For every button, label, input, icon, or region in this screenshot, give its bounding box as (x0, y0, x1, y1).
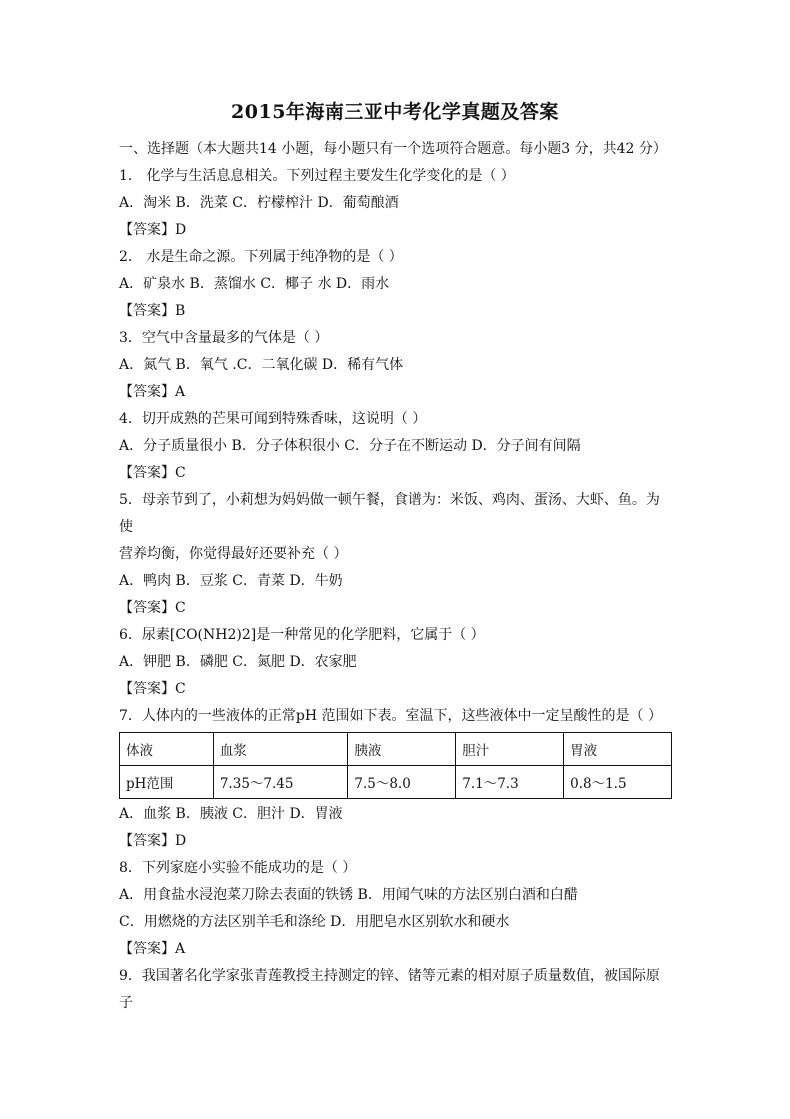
answer-line: 【答案】D (119, 222, 187, 238)
ph-range-table (119, 732, 672, 799)
question-stem-continued: 营养均衡，你觉得最好还要补充（ ） (119, 546, 348, 562)
question-stem-continued: 使 (119, 519, 133, 535)
table-cell: 体液 (120, 733, 214, 766)
table-cell: 胃液 (564, 733, 672, 766)
section-header: 一、选择题（本大题共14 小题，每小题只有一个选项符合题意。每小题3 分，共42 分） (119, 141, 667, 157)
question-options: A．淘米 B．洗菜 C．柠檬榨汁 D．葡萄酿酒 (119, 195, 399, 211)
question-options: A．钾肥 B．磷肥 C．氮肥 D．农家肥 (119, 654, 357, 670)
question-stem: 1． 化学与生活息息相关。下列过程主要发生化学变化的是（ ） (119, 168, 515, 184)
table-cell: 血浆 (213, 733, 348, 766)
answer-line: 【答案】A (119, 941, 186, 957)
question-stem: 7．人体内的一些液体的正常pH 范围如下表。室温下，这些液体中一定呈酸性的是（ ） (119, 708, 662, 724)
question-options: A．氮气 B．氧气 .C．二氧化碳 D．稀有气体 (119, 357, 404, 373)
document-body (119, 136, 679, 1017)
question-stem: 2． 水是生命之源。下列属于纯净物的是（ ） (119, 249, 403, 265)
question-options: A．血浆 B．胰液 C．胆汁 D．胃液 (119, 806, 343, 822)
question-options: A．用食盐水浸泡菜刀除去表面的铁锈 B．用闻气味的方法区别白酒和白醋 (119, 887, 578, 903)
question-stem: 6．尿素[CO(NH2)2]是一种常见的化学肥料，它属于（ ） (119, 627, 485, 643)
question-options: A．矿泉水 B．蒸馏水 C．椰子 水 D．雨水 (119, 276, 390, 292)
table-cell: pH范围 (120, 766, 214, 799)
question-options: A．分子质量很小 B．分子体积很小 C．分子在不断运动 D．分子间有间隔 (119, 438, 581, 454)
answer-line: 【答案】A (119, 384, 186, 400)
table-header-row (120, 733, 672, 766)
question-stem: 5．母亲节到了，小莉想为妈妈做一顿午餐，食谱为：米饭、鸡肉、蛋汤、大虾、鱼。为 (119, 492, 660, 508)
question-stem: 9．我国著名化学家张青莲教授主持测定的锌、锗等元素的相对原子质量数值，被国际原 (119, 968, 660, 984)
table-cell: 0.8～1.5 (564, 766, 672, 799)
answer-line: 【答案】C (119, 681, 186, 697)
answer-line: 【答案】C (119, 600, 186, 616)
answer-line: 【答案】C (119, 465, 186, 481)
page-title: 2015年海南三亚中考化学真题及答案 (231, 101, 559, 123)
question-stem: 4．切开成熟的芒果可闻到特殊香味，这说明（ ） (119, 411, 427, 427)
table-row (120, 766, 672, 799)
table-cell: 胆汁 (456, 733, 564, 766)
table-cell: 7.1～7.3 (456, 766, 564, 799)
table-cell: 7.35～7.45 (213, 766, 348, 799)
question-options: C．用燃烧的方法区别羊毛和涤纶 D．用肥皂水区别软水和硬水 (119, 914, 510, 930)
answer-line: 【答案】D (119, 833, 187, 849)
question-stem: 3．空气中含量最多的气体是（ ） (119, 330, 329, 346)
question-stem-continued: 子 (119, 995, 133, 1011)
question-options: A．鸭肉 B．豆浆 C．青菜 D．牛奶 (119, 573, 343, 589)
answer-line: 【答案】B (119, 303, 186, 319)
question-stem: 8．下列家庭小实验不能成功的是（ ） (119, 860, 357, 876)
table-cell: 7.5～8.0 (348, 766, 456, 799)
table-cell: 胰液 (348, 733, 456, 766)
